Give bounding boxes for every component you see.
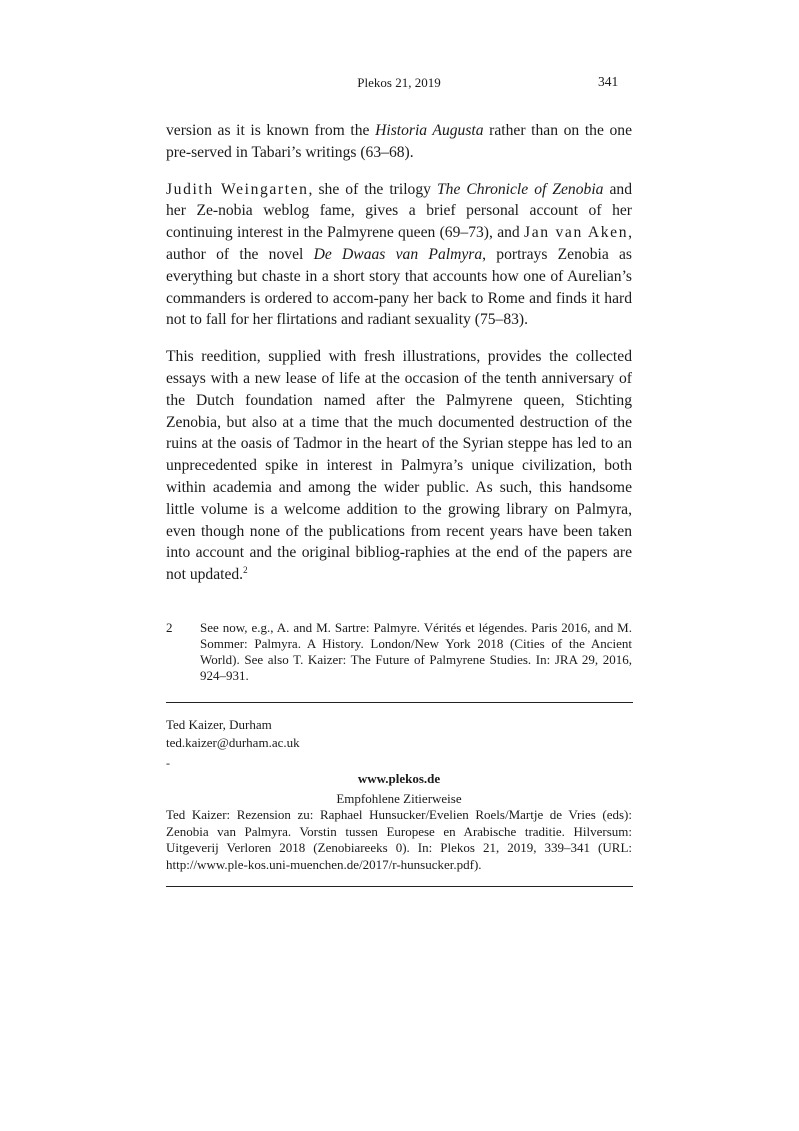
site-link[interactable]: www.plekos.de — [357, 771, 441, 786]
title-italic: De Dwaas van Palmyra — [313, 245, 483, 263]
text: This reedition, supplied with fresh illustrations, provides the collected essays with a new lease of life at the occasion of the tenth anniversary of the Dutch foundation named after the Palmyrene queen, Stichting Zenobia, but also at a time that the much documented destruction of the ruins at the oasis of Tadmor in the heart of the Syrian steppe has led to an unprecedented spike in interest in Palmyra’s unique civilization, both within academia and among the wider public. As such, this handsome little volume is a welcome addition to the growing library on Palmyra, even though none of the publications from recent years have been taken into account and the original bibliog-raphies at the end of the papers are not updated. — [166, 348, 632, 584]
author-name: Jan van Aken — [524, 224, 629, 242]
paragraph-3 — [166, 346, 632, 586]
footnote-number: 2 — [166, 620, 173, 635]
page-number: 341 — [598, 74, 619, 89]
title-italic: Historia Augusta — [375, 122, 484, 139]
text: rather than on the one pre-served in Tabari’s writings (63–68). — [166, 122, 632, 161]
text: and her Ze-nobia weblog fame, gives a brief personal account of her continuing interest in the Palmyrene queen (69–73), and — [166, 180, 632, 242]
text: , she of the trilogy — [308, 180, 437, 198]
dash: - — [166, 756, 170, 770]
paragraph-1 — [166, 120, 632, 164]
author-name: Judith Weingarten — [166, 180, 309, 198]
title-italic: The Chronicle of Zenobia — [436, 180, 604, 198]
paragraph-2 — [166, 179, 632, 332]
footnote — [166, 620, 632, 684]
footnote-ref[interactable]: 2 — [243, 565, 248, 576]
author-email[interactable]: ted.kaizer@durham.ac.uk — [166, 735, 300, 750]
text: , author of the novel — [166, 224, 632, 263]
footnote-text: See now, e.g., A. and M. Sartre: Palmyre. Vérités et légendes. Paris 2016, and M. Sommer: Palmyra. A History. London/New York 2018 (Cities of the Ancient World). See also T. Kaizer: The Future of Palmyrene Studies. In: JRA 29, 2016, 924–931. — [200, 620, 632, 683]
citation-text: Ted Kaizer: Rezension zu: Raphael Hunsucker/Evelien Roels/Martje de Vries (eds): Zenobia van Palmyra. Vorstin tussen Europese en Arabische traditie. Hilversum: Uitgeverij Verloren 2018 (Zenobiareeks 0). In: Plekos 21, 2019, 339–341 (URL: http://www.ple-kos.uni-muenchen.de/2017/r-hunsucker.pdf). — [166, 807, 632, 872]
author-block — [166, 716, 300, 752]
divider — [166, 702, 633, 703]
body-text — [166, 120, 632, 601]
divider — [166, 886, 633, 887]
citation-heading: Empfohlene Zitierweise — [336, 791, 462, 806]
text: version as it is known from the — [166, 122, 376, 139]
text: , portrays Zenobia as everything but chaste in a short story that accounts how one of Aurelian’s commanders is ordered to accom-pany her back to Rome and finds it hard not to fall for her flirtations and radiant sexuality (75–83). — [166, 245, 632, 329]
author-name: Ted Kaizer, Durham — [166, 717, 272, 732]
running-head: Plekos 21, 2019 — [357, 75, 441, 90]
